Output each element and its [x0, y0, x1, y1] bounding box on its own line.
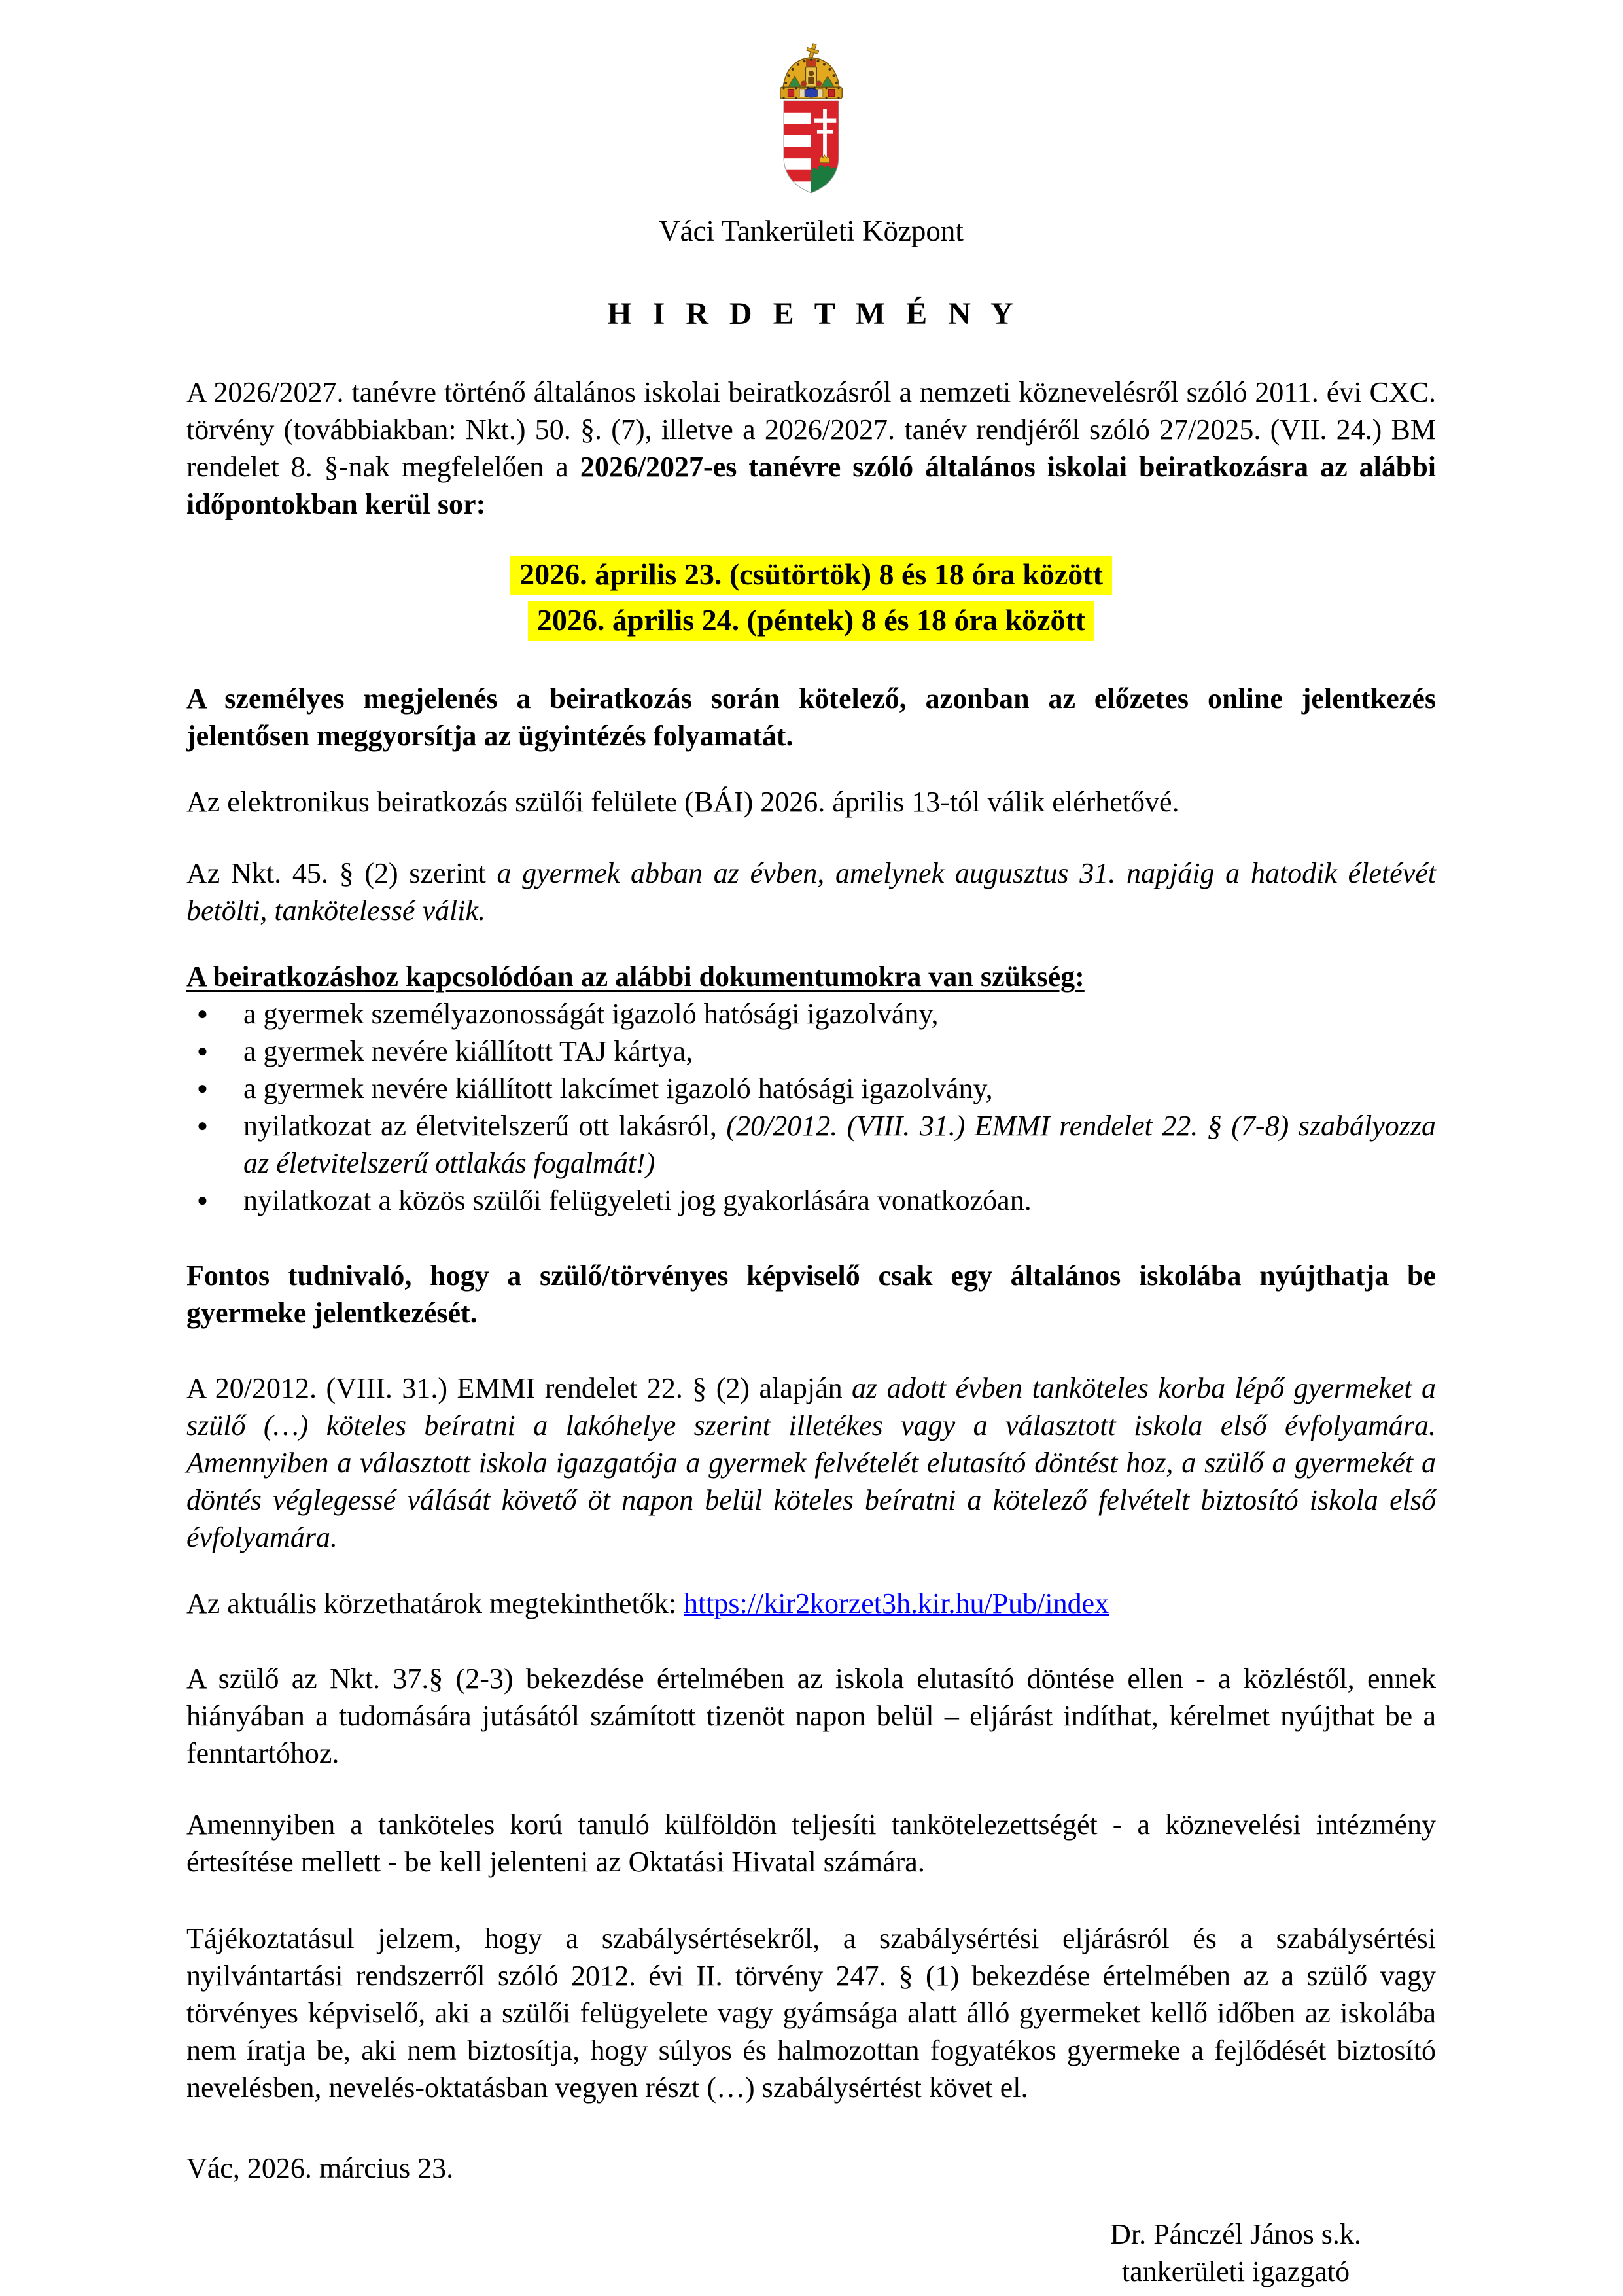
list-item-text: nyilatkozat az életvitelszerű ott lakásról, — [243, 1110, 727, 1142]
list-item — [186, 1182, 1436, 1219]
list-item — [186, 1033, 1436, 1070]
enrollment-dates-block — [186, 552, 1436, 643]
intro-bold-text: 2026/2027-es tanévre szóló általános iskolai beiratkozásra az alábbi időpontokban kerül sor: — [186, 451, 1437, 520]
attendance-normal-paragraph: Az elektronikus beiratkozás szülői felülete (BÁI) 2026. április 13-tól válik elérhetővé. — [186, 786, 1179, 818]
emmi-decree-paragraph — [186, 1369, 1436, 1556]
emmi-text: A 20/2012. (VIII. 31.) EMMI rendelet 22. § (2) alapján — [186, 1372, 852, 1404]
documents-list — [186, 995, 1436, 1219]
organization-name: Váci Tankerületi Központ — [659, 215, 964, 247]
bullet-icon: ● — [197, 1190, 208, 1210]
documents-heading: A beiratkozáshoz kapcsolódóan az alábbi dokumentumokra van szükség: — [186, 961, 1085, 993]
highlighted-date-2: 2026. április 24. (péntek) 8 és 18 óra között — [528, 601, 1094, 641]
highlighted-date-1: 2026. április 23. (csütörtök) 8 és 18 óra között — [510, 556, 1112, 595]
list-item — [186, 995, 1436, 1033]
document-title: H I R D E T M É N Y — [607, 296, 1015, 331]
district-boundaries-line — [186, 1585, 1436, 1622]
nkt45-text: Az Nkt. 45. § (2) szerint — [186, 857, 486, 889]
list-item — [186, 1107, 1436, 1182]
list-item-text: a gyermek személyazonosságát igazoló hatósági igazolvány, — [243, 998, 939, 1030]
bullet-icon: ● — [197, 1116, 208, 1136]
penalty-information-paragraph: Tájékoztatásul jelzem, hogy a szabálysértésekről, a szabálysértési eljárásról és a szabálysértési nyilvántartási rendszerről szóló 2012. évi II. törvény 247. § (1) bekezdése értelmében az a szülő vagy törvényes képviselő, aki a szülői felügyelete vagy gyámsága alatt álló gyermeket kellő időben az iskolába nem íratja be, aki nem biztosítja, hogy súlyos és halmozottan fogyatékos gyermeke a fejlődését biztosító nevelésben, nevelés-oktatásban vegyen részt (…) szabálysértést követ el. — [186, 1922, 1436, 2104]
list-item-italic-text: (20/2012. (VIII. 31.) EMMI rendelet 22. § (7-8) szabályozza az életvitelszerű ottlakás fogalmát!) — [243, 1110, 1436, 1179]
list-item-text: nyilatkozat a közös szülői felügyeleti jog gyakorlására vonatkozóan. — [243, 1184, 1032, 1216]
district-boundaries-label: Az aktuális körzethatárok megtekinthetők: — [186, 1587, 684, 1619]
enrollment-date-line-2 — [186, 597, 1436, 643]
hungarian-coat-of-arms-icon — [770, 43, 852, 194]
important-notice-paragraph: Fontos tudnivaló, hogy a szülő/törvényes képviselő csak egy általános iskolába nyújthatja be gyermeke jelentkezését. — [186, 1260, 1436, 1329]
bullet-icon: ● — [197, 1004, 208, 1024]
signature-block — [1039, 2216, 1432, 2290]
nkt45-italic-text: a gyermek abban az évben, amelynek augusztus 31. napjáig a hatodik életévét betölti, tankötelessé válik. — [186, 857, 1436, 927]
list-item-text: a gyermek nevére kiállított lakcímet igazoló hatósági igazolvány, — [243, 1072, 993, 1104]
signatory-title: tankerületi igazgató — [1121, 2255, 1350, 2287]
appeal-paragraph: A szülő az Nkt. 37.§ (2-3) bekezdése értelmében az iskola elutasító döntése ellen - a közléstől, ennek hiányában a tudomására jutásától számított tizenöt napon belül – eljárást indíthat, kérelmet nyújthat be a fenntartóhoz. — [186, 1663, 1436, 1769]
nkt45-paragraph — [186, 855, 1436, 929]
signatory-name: Dr. Pánczél János s.k. — [1110, 2218, 1361, 2250]
dateline: Vác, 2026. március 23. — [186, 2152, 454, 2184]
attendance-bold-paragraph: A személyes megjelenés a beiratkozás során kötelező, azonban az előzetes online jelentkezés jelentősen meggyorsítja az ügyintézés folyamatát. — [186, 682, 1436, 752]
coat-of-arms-container — [186, 43, 1436, 198]
enrollment-date-line-1 — [186, 552, 1436, 597]
list-item-text: a gyermek nevére kiállított TAJ kártya, — [243, 1035, 693, 1067]
abroad-obligation-paragraph: Amennyiben a tanköteles korú tanuló külföldön teljesíti tankötelezettségét - a köznevelési intézmény értesítése mellett - be kell jelenteni az Oktatási Hivatal számára. — [186, 1809, 1436, 1878]
emmi-italic-text: az adott évben tanköteles korba lépő gyermeket a szülő (…) köteles beíratni a lakóhelye szerint illetékes vagy a választott iskola első évfolyamára. Amennyiben a választott iskola igazgatója a gyermek felvételét elutasító döntést hoz, a szülő a gyermekét a döntés véglegessé válását követő öt napon belül köteles beíratni a kötelező felvételt biztosító iskola első évfolyamára. — [186, 1372, 1436, 1553]
intro-paragraph — [186, 374, 1436, 523]
intro-text: A 2026/2027. tanévre történő általános iskolai beiratkozásról a nemzeti köznevelésről szóló 2011. évi CXC. törvény (továbbiakban: Nkt.) 50. §. (7), illetve a 2026/2027. tanév rendjéről szóló 27/2025. (VII. 24.) BM rendelet 8. §-nak megfelelően a — [186, 376, 1436, 483]
list-item — [186, 1070, 1436, 1107]
bullet-icon: ● — [197, 1041, 208, 1061]
district-boundaries-link[interactable]: https://kir2korzet3h.kir.hu/Pub/index — [683, 1587, 1109, 1619]
bullet-icon: ● — [197, 1078, 208, 1099]
